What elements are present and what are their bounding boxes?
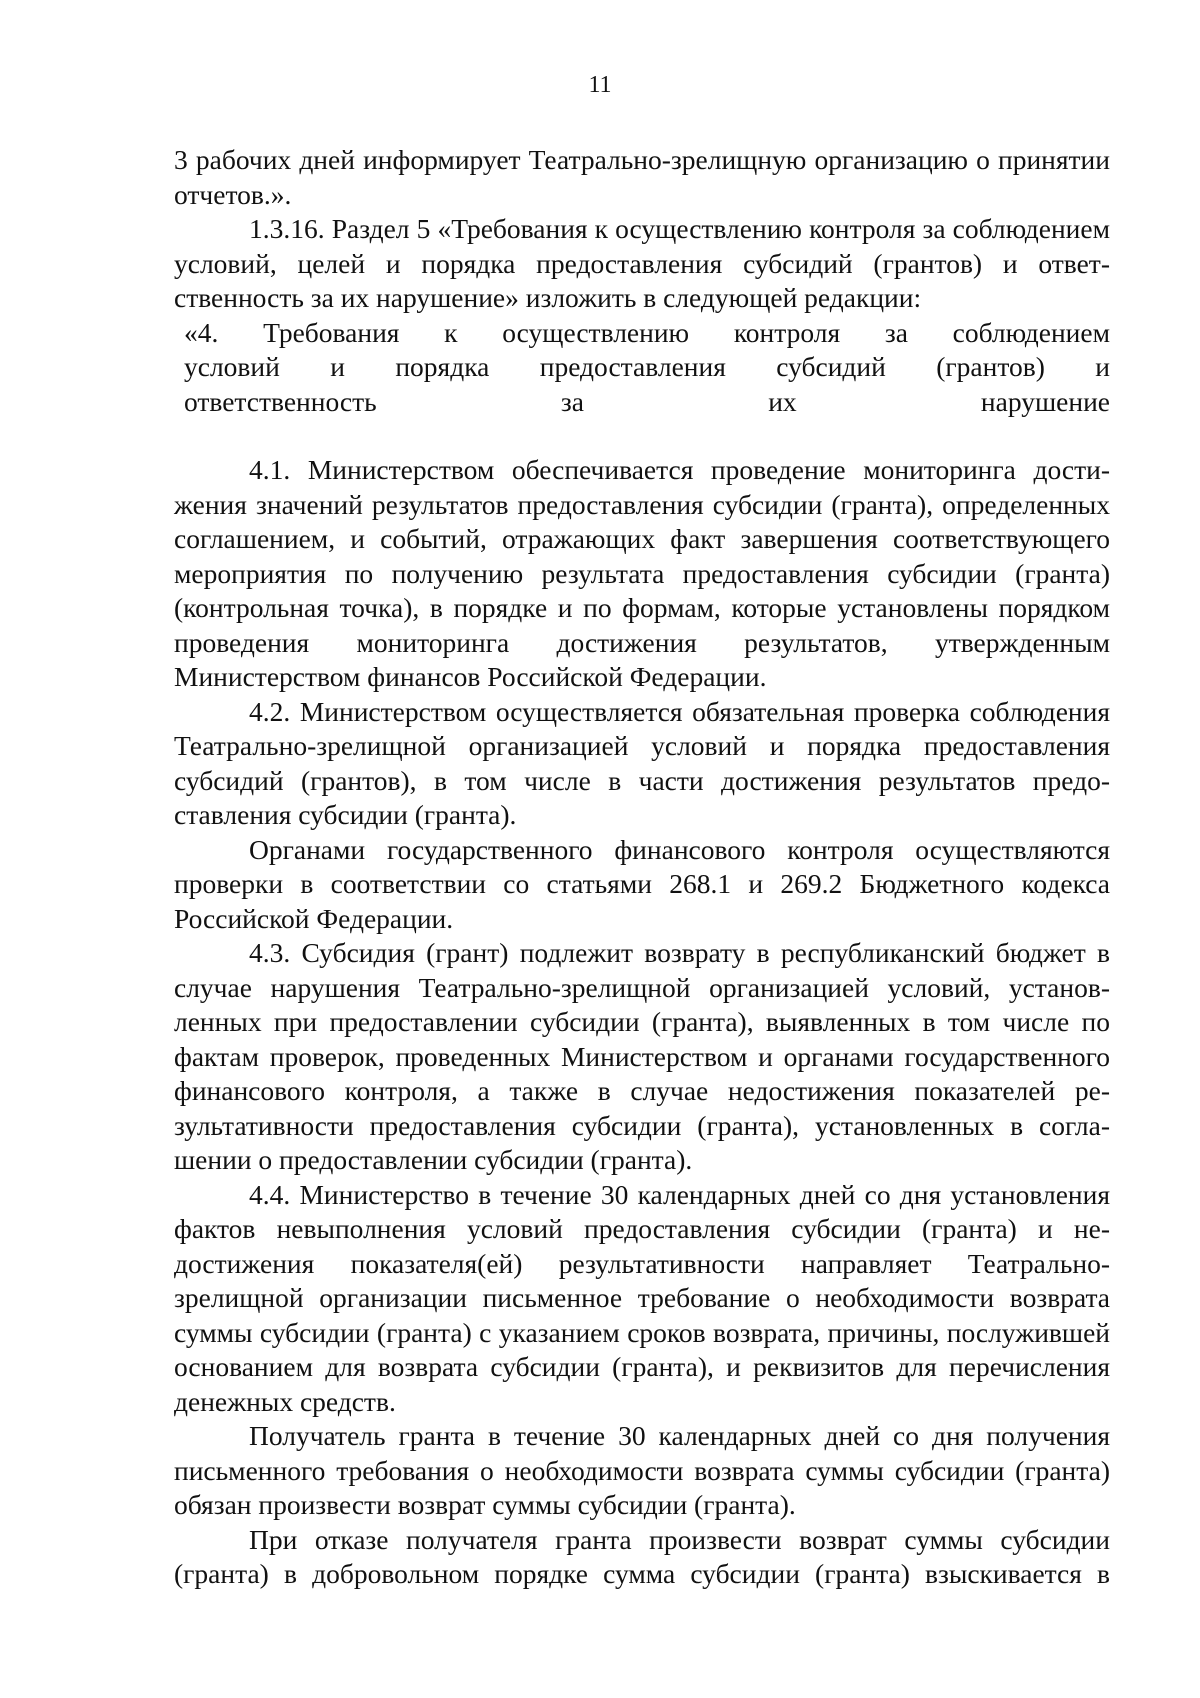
section-title-line-2: условий и порядка предоставления субсидий (грантов) и (184, 351, 1110, 382)
document-body (174, 143, 1110, 1592)
paragraph-4-4: 4.4. Министерство в течение 30 календарных дней со дня установления фактов невыполнения условий предоставления субсидии (гранта) и недостижения показателя(ей) результативности направляет Театрально-зрелищной организации письменное требование о необходимости возврата суммы субсидии (гранта) с указанием сроков возврата, причины, послужившей основанием для возврата субсидии (гранта), и реквизитов для перечисления денежных средств. (174, 1178, 1110, 1417)
section-title-line-1: «4. Требования к осуществлению контроля за соблюдением (184, 316, 1110, 348)
paragraph-continuation: 3 рабочих дней информирует Театрально-зрелищную организацию о принятии отчетов.». (174, 144, 1110, 210)
paragraph-4-2-control: Органами государственного финансового контроля осуществляются проверки в соответствии со статьями 268.1 и 269.2 Бюджетного кодекса Российской Федерации. (174, 833, 1110, 934)
section-title-line-3: ответственность за их нарушение (184, 385, 1110, 417)
paragraph-4-2: 4.2. Министерством осуществляется обязательная проверка соблюдения Театрально-зрелищной организацией условий и порядка предоставления субсидий (грантов), в том числе в части достижения результатов предоставления субсидии (гранта). (174, 695, 1110, 830)
paragraph-4-4-refusal: При отказе получателя гранта произвести возврат суммы субсидии (гранта) в добровольном порядке сумма субсидии (гранта) взыскивается в (174, 1523, 1110, 1589)
paragraph-4-3: 4.3. Субсидия (грант) подлежит возврату в республиканский бюджет в случае нарушения Театрально-зрелищной организацией условий, установленных при предоставлении субсидии (гранта), выявленных в том числе по фактам проверок, проведенных Министерством и органами государственного финансового контроля, а также в случае недостижения показателей результативности предоставления субсидии (гранта), установленных в соглашении о предоставлении субсидии (гранта). (174, 937, 1110, 1175)
paragraph-4-1: 4.1. Министерством обеспечивается проведение мониторинга достижения значений результатов предоставления субсидии (гранта), определенных соглашением, и событий, отражающих факт завершения соответствующего мероприятия по получению результата предоставления субсидии (гранта) (контрольная точка), в порядке и по формам, которые установлены порядком проведения мониторинга достижения результатов, утвержденным Министерством финансов Российской Федерации. (174, 454, 1110, 692)
section-title-spacer (174, 419, 1110, 453)
paragraph-1-3-16: 1.3.16. Раздел 5 «Требования к осуществлению контроля за соблюдением условий, целей и порядка предоставления субсидий (грантов) и ответственность за их нарушение» изложить в следующей редакции: (174, 213, 1110, 313)
page-number: 11 (588, 72, 612, 98)
paragraph-4-4-recipient: Получатель гранта в течение 30 календарных дней со дня получения письменного требования о необходимости возврата суммы субсидии (гранта) обязан произвести возврат суммы субсидии (гранта). (174, 1420, 1110, 1520)
